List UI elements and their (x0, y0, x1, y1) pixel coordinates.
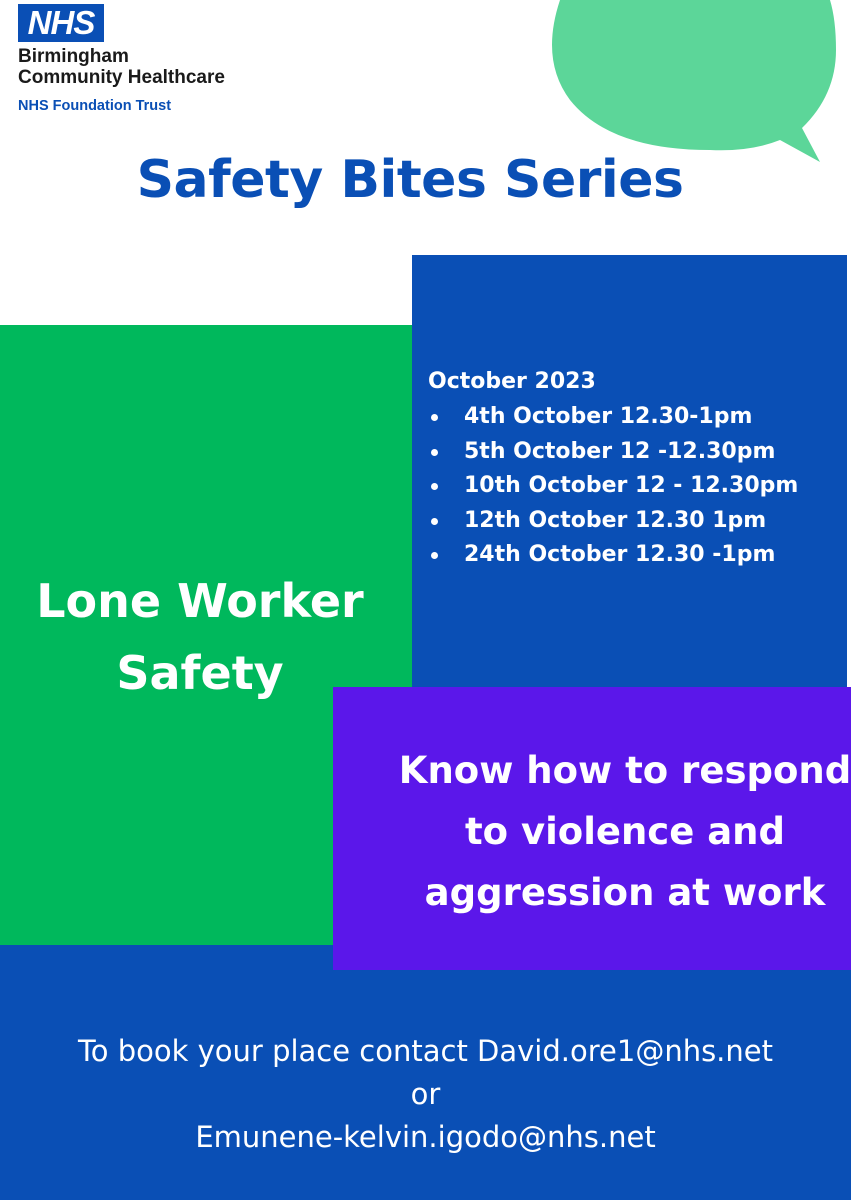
speech-bubble-icon (540, 0, 851, 170)
page-title: Safety Bites Series (136, 150, 684, 210)
date-item (428, 435, 798, 470)
dates-heading: October 2023 (428, 369, 596, 394)
organisation-name-line1: Birmingham (18, 46, 129, 67)
date-item-text: 5th October 12 -12.30pm (464, 438, 776, 464)
date-item (428, 400, 798, 435)
topic-line2: Safety (116, 646, 284, 700)
bullet-icon (431, 483, 438, 490)
bullet-icon (431, 449, 438, 456)
date-item-text: 24th October 12.30 -1pm (464, 542, 776, 567)
topic-heading (0, 565, 400, 709)
message-line1: Know how to respond (398, 749, 851, 792)
bullet-icon (431, 518, 438, 525)
bullet-icon (431, 552, 438, 559)
organisation-name-line2: Community Healthcare (18, 67, 225, 88)
contact-line3: Emunene-kelvin.igodo@nhs.net (195, 1120, 656, 1154)
contact-line1: To book your place contact David.ore1@nhs.net (77, 1034, 773, 1068)
date-item (428, 538, 798, 573)
booking-contact (0, 1030, 851, 1159)
organisation-subtitle: NHS Foundation Trust (18, 98, 172, 114)
contact-line2: or (410, 1077, 441, 1111)
dates-list (428, 400, 798, 573)
date-item-text: 4th October 12.30-1pm (464, 404, 753, 429)
date-item-text: 10th October 12 - 12.30pm (464, 473, 799, 498)
organisation-name (18, 46, 318, 88)
message-line3: aggression at work (424, 871, 826, 914)
nhs-logo-badge: NHS (18, 4, 104, 42)
message-line2: to violence and (464, 810, 786, 853)
date-item (428, 504, 798, 539)
date-item (428, 469, 798, 504)
date-item-text: 12th October 12.30 1pm (464, 507, 767, 533)
bullet-icon (431, 414, 438, 421)
topic-line1: Lone Worker (36, 574, 364, 628)
key-message (345, 740, 851, 923)
